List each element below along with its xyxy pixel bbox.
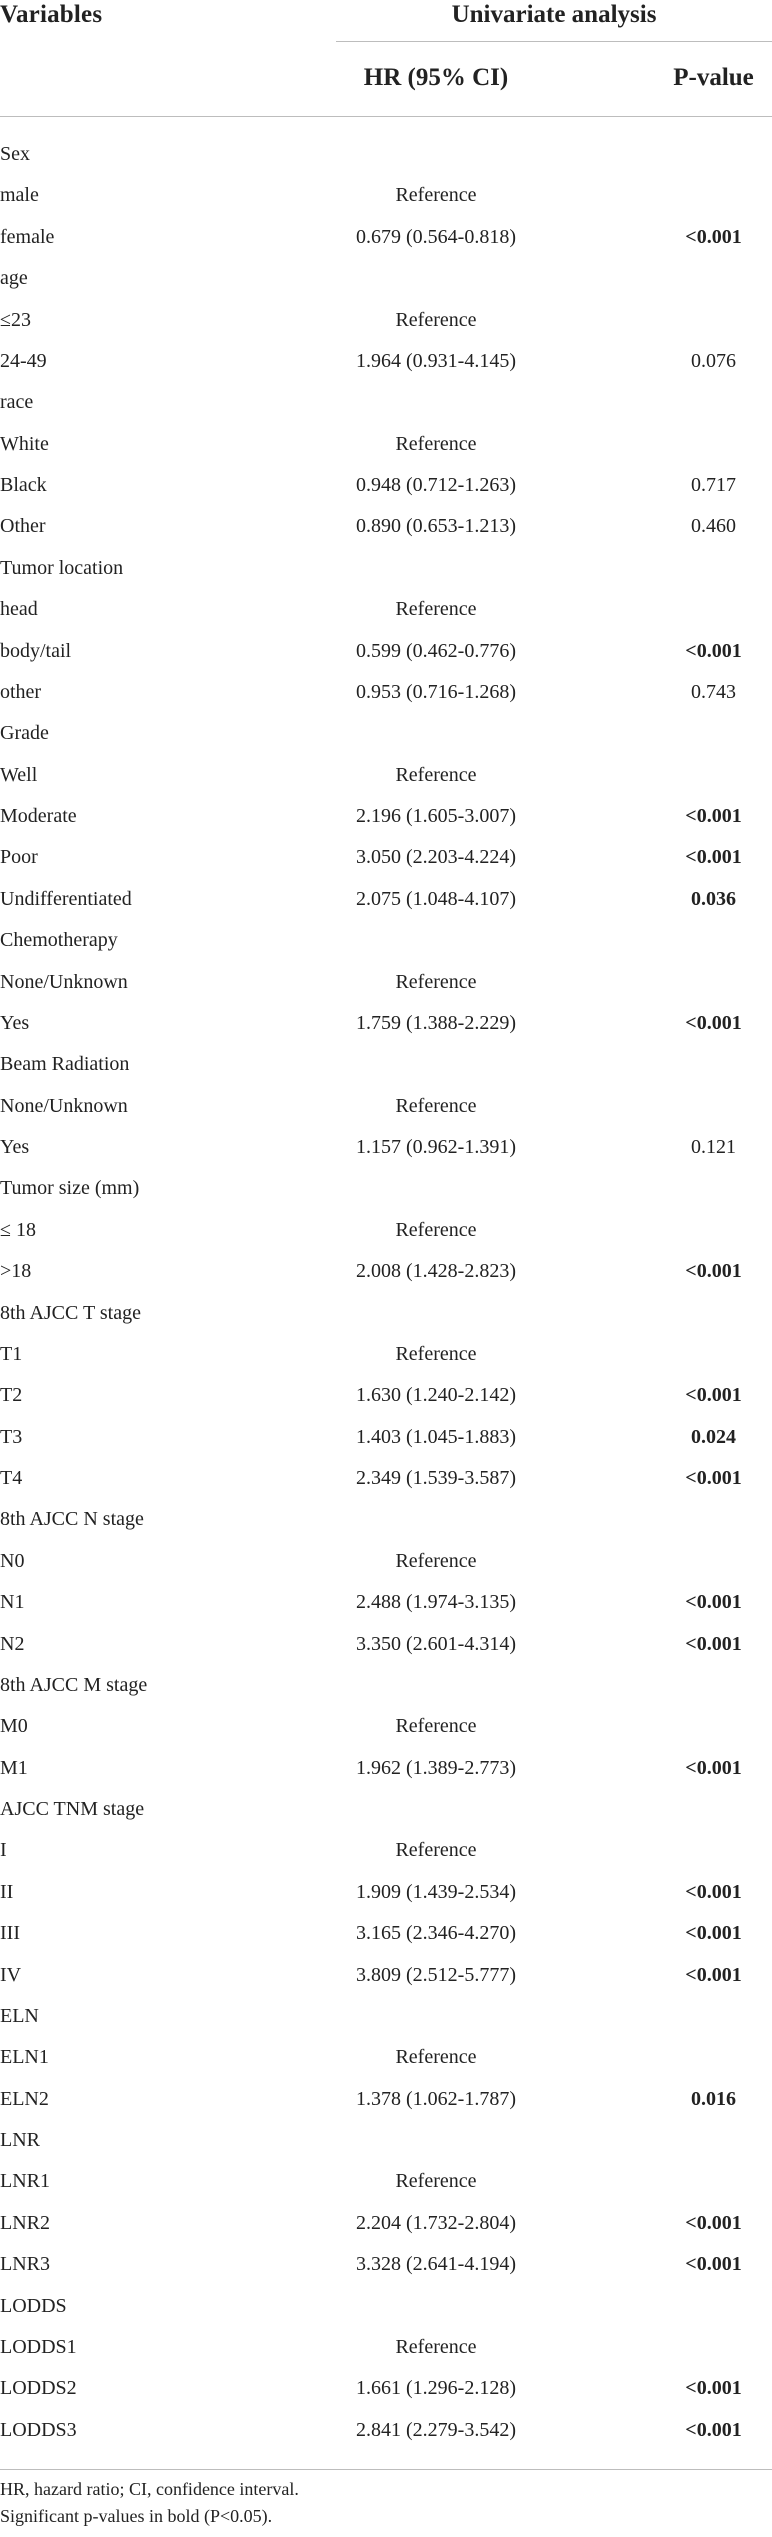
table-row [0,1210,772,1251]
variable-label: other [0,680,42,703]
table-row [0,1458,772,1499]
footnote-abbreviations: HR, hazard ratio; CI, confidence interval. [0,2479,299,2499]
hr-ci-header: HR (95% CI) [363,64,509,91]
variable-label: Grade [0,722,49,745]
variable-label: ≤ 18 [0,1218,36,1241]
hr-value: 2.075 (1.048-4.107) [356,887,516,910]
table-row [0,1086,772,1127]
variable-label: LODDS2 [0,2377,77,2400]
variable-label: T3 [0,1425,23,1448]
table-row [0,755,772,796]
hr-value: Reference [395,1839,477,1862]
footnote-significance: Significant p-values in bold (P<0.05). [0,2506,273,2526]
variable-label: T4 [0,1467,23,1489]
variable-label: AJCC TNM stage [0,1798,145,1820]
p-value: <0.001 [685,225,742,248]
hr-value: Reference [395,763,477,786]
variable-label: N1 [0,1591,25,1614]
variable-label: Tumor location [0,556,124,579]
table-header-top [0,0,772,42]
hr-value: 3.350 (2.601-4.314) [356,1632,516,1655]
variable-label: III [0,1922,20,1945]
hr-value: 3.809 (2.512-5.777) [356,1963,516,1986]
table-row [0,175,772,216]
table-row [0,1624,772,1665]
hr-value: 1.378 (1.062-1.787) [356,2087,516,2110]
table-row [0,1417,772,1458]
hr-value: 0.890 (0.653-1.213) [356,515,516,538]
hr-value: Reference [395,308,477,331]
p-value: <0.001 [685,1963,742,1986]
table-row [0,300,772,341]
table-row [0,1665,772,1706]
table-row [0,1003,772,1044]
hr-value: 0.679 (0.564-0.818) [356,225,516,248]
p-value: <0.001 [685,846,742,869]
variable-label: LODDS [0,2294,67,2317]
table-row [0,1830,772,1871]
variable-label: 8th AJCC N stage [0,1508,144,1531]
variable-label: 24-49 [0,349,47,372]
variable-label: LNR [0,2129,40,2151]
table-header-sub [0,42,772,117]
hr-value: 1.630 (1.240-2.142) [356,1384,516,1407]
p-value-header: P-value [673,64,754,91]
p-value: <0.001 [685,2377,742,2400]
variable-label: Yes [0,1136,30,1158]
variable-label: LODDS1 [0,2335,77,2358]
p-value: 0.717 [691,474,736,496]
table-row [0,837,772,878]
table-row [0,962,772,1003]
variable-label: LNR3 [0,2253,50,2276]
variable-label: IV [0,1963,22,1986]
variable-label: White [0,432,49,455]
p-value: 0.036 [691,887,736,910]
hr-value: 2.841 (2.279-3.542) [356,2418,516,2441]
table-row [0,2286,772,2327]
table-row [0,424,772,465]
hr-value: Reference [395,432,477,455]
hr-value: 3.165 (2.346-4.270) [356,1922,516,1945]
univariate-analysis-header: Univariate analysis [451,1,657,28]
table-row [0,672,772,713]
p-value: <0.001 [685,1632,742,1655]
table-row [0,589,772,630]
variable-label: None/Unknown [0,1094,128,1117]
variable-label: Well [0,763,38,786]
variable-label: 8th AJCC T stage [0,1301,141,1324]
table-row [0,1127,772,1168]
table-row [0,465,772,506]
p-value: <0.001 [685,1756,742,1779]
variable-label: Yes [0,1011,30,1034]
hr-value: Reference [395,598,477,621]
variable-label: Beam Radiation [0,1053,130,1076]
variable-label: ELN2 [0,2087,49,2110]
variable-label: Sex [0,143,30,165]
p-value: <0.001 [685,639,742,662]
variable-label: ELN [0,2004,39,2027]
hr-value: 2.349 (1.539-3.587) [356,1467,516,1489]
variable-label: Moderate [0,805,77,827]
variables-header: Variables [0,1,103,28]
p-value: <0.001 [685,805,742,827]
variable-label: Other [0,515,46,538]
table-row [0,341,772,382]
variable-label: Tumor size (mm) [0,1177,140,1200]
table-row [0,1334,772,1375]
table-row [0,134,772,175]
hr-value: 1.964 (0.931-4.145) [356,349,516,372]
table-row [0,1293,772,1334]
p-value: <0.001 [685,1467,742,1489]
table-row [0,1872,772,1913]
variable-label: M0 [0,1715,28,1738]
table-row [0,2410,772,2451]
table-row [0,506,772,547]
table-row [0,2037,772,2078]
hr-value: 2.196 (1.605-3.007) [356,805,516,827]
variable-label: LNR1 [0,2170,50,2193]
variable-label: body/tail [0,639,72,662]
hr-value: Reference [395,1715,477,1738]
table-row [0,1913,772,1954]
hr-value: 3.328 (2.641-4.194) [356,2253,516,2276]
hr-value: 1.661 (1.296-2.128) [356,2377,516,2400]
variable-label: None/Unknown [0,970,128,993]
variable-label: ≤23 [0,308,31,331]
table-body [0,117,772,2451]
table-row [0,1706,772,1747]
table-row [0,920,772,961]
p-value: 0.121 [691,1136,736,1158]
variable-label: T2 [0,1384,23,1407]
hr-value: Reference [395,1218,477,1241]
variable-label: age [0,267,28,290]
hr-value: Reference [395,2170,477,2193]
variable-label: >18 [0,1260,32,1283]
table-row [0,2203,772,2244]
variable-label: Chemotherapy [0,929,118,952]
hr-value: Reference [395,1094,477,1117]
hr-value: Reference [395,2335,477,2358]
table-row [0,2327,772,2368]
hr-value: Reference [395,2046,477,2069]
p-value: 0.743 [691,680,736,703]
table-row [0,1789,772,1830]
variable-label: 8th AJCC M stage [0,1673,148,1696]
hr-value: 2.488 (1.974-3.135) [356,1591,516,1614]
table-row [0,2244,772,2285]
table-row [0,1996,772,2037]
hr-value: Reference [395,184,477,207]
p-value: <0.001 [685,1384,742,1407]
table-row [0,631,772,672]
variable-label: LNR2 [0,2211,50,2234]
hr-value: Reference [395,970,477,993]
variable-label: race [0,391,34,414]
hr-value: 0.599 (0.462-0.776) [356,639,516,662]
table-row [0,2079,772,2120]
table-row [0,258,772,299]
variable-label: Black [0,474,47,496]
p-value: 0.016 [691,2087,736,2110]
variable-label: head [0,598,38,621]
table-row [0,382,772,423]
p-value: <0.001 [685,1011,742,1034]
p-value: <0.001 [685,1260,742,1283]
p-value: <0.001 [685,2418,742,2441]
variable-label: female [0,225,55,248]
variable-label: M1 [0,1756,28,1779]
table-row [0,1044,772,1085]
hr-value: Reference [395,1549,477,1572]
p-value: <0.001 [685,1591,742,1614]
hr-value: 1.962 (1.389-2.773) [356,1756,516,1779]
variable-label: male [0,184,39,207]
hr-value: 1.157 (0.962-1.391) [356,1136,516,1158]
table-row [0,2161,772,2202]
table-row [0,217,772,258]
hr-value: Reference [395,1342,477,1365]
p-value: 0.460 [691,515,736,538]
p-value: <0.001 [685,2253,742,2276]
table-row [0,1955,772,1996]
variable-label: T1 [0,1342,23,1365]
hr-value: 0.953 (0.716-1.268) [356,680,516,703]
table-row [0,796,772,837]
p-value: <0.001 [685,1922,742,1945]
table-row [0,1541,772,1582]
hr-value: 2.204 (1.732-2.804) [356,2211,516,2234]
hr-value: 0.948 (0.712-1.263) [356,474,516,496]
table-row [0,1748,772,1789]
p-value: 0.024 [691,1425,736,1448]
table-row [0,2120,772,2161]
table-row [0,879,772,920]
table-row [0,548,772,589]
table-row [0,2368,772,2409]
hr-value: 3.050 (2.203-4.224) [356,846,516,869]
p-value: 0.076 [691,349,736,372]
table-row [0,1375,772,1416]
variable-label: II [0,1880,14,1903]
variable-label: Undifferentiated [0,887,132,910]
variable-label: N2 [0,1632,25,1655]
table-footnotes [0,2476,299,2530]
table-row [0,713,772,754]
table-row [0,1582,772,1623]
p-value: <0.001 [685,1880,742,1903]
table-row [0,1251,772,1292]
variable-label: N0 [0,1549,25,1572]
variable-label: ELN1 [0,2046,49,2069]
p-value: <0.001 [685,2211,742,2234]
variable-label: I [0,1839,7,1862]
hr-value: 1.909 (1.439-2.534) [356,1880,516,1903]
hr-value: 1.759 (1.388-2.229) [356,1011,516,1034]
variable-label: Poor [0,846,38,869]
hr-value: 1.403 (1.045-1.883) [356,1425,516,1448]
variable-label: LODDS3 [0,2418,77,2441]
table-row [0,1499,772,1540]
hr-value: 2.008 (1.428-2.823) [356,1260,516,1283]
table-bottom-rule [0,2469,772,2470]
table-row [0,1168,772,1209]
